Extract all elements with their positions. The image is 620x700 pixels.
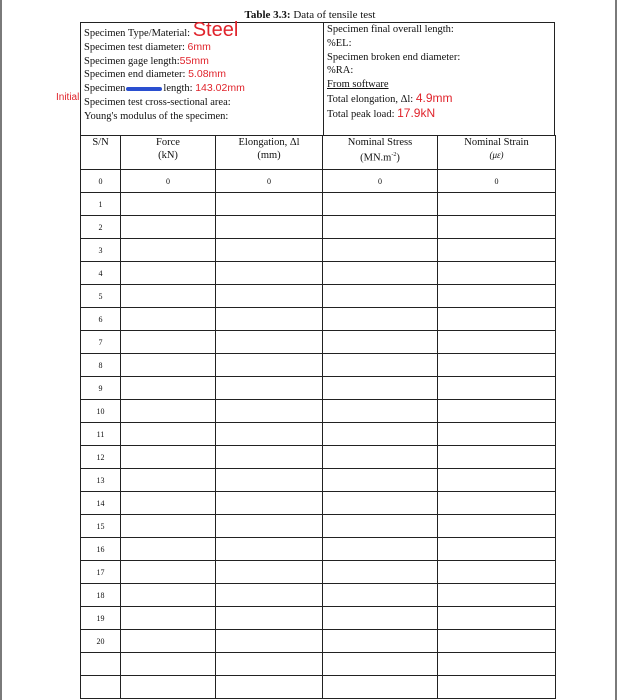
cell-stress [323, 515, 438, 538]
cell-sn: 17 [81, 561, 121, 584]
table-row [81, 331, 556, 354]
cell-strain [438, 676, 556, 699]
table-row [81, 607, 556, 630]
table-row [81, 653, 556, 676]
cell-elongation [216, 377, 323, 400]
table-row [81, 446, 556, 469]
cell-sn: 16 [81, 538, 121, 561]
cell-stress [323, 354, 438, 377]
tensile-data-table [80, 135, 556, 699]
cell-sn: 18 [81, 584, 121, 607]
cell-force [121, 607, 216, 630]
end-diameter-label: Specimen end diameter: [84, 69, 186, 81]
cell-force [121, 423, 216, 446]
cell-strain [438, 584, 556, 607]
table-row [81, 308, 556, 331]
elongation-label: Total elongation, Δl: [327, 93, 414, 105]
specimen-info-left [84, 19, 324, 136]
cell-stress: 0 [323, 170, 438, 193]
header-sn: S/N [81, 136, 121, 170]
cell-force [121, 584, 216, 607]
table-row [81, 515, 556, 538]
cell-elongation [216, 446, 323, 469]
type-line [84, 19, 324, 41]
table-row [81, 469, 556, 492]
table-row [81, 538, 556, 561]
table-row [81, 377, 556, 400]
cell-force [121, 538, 216, 561]
cell-force [121, 377, 216, 400]
cell-stress [323, 676, 438, 699]
final-length-label: Specimen final overall length: [327, 24, 454, 35]
cell-sn: 10 [81, 400, 121, 423]
cell-force: 0 [121, 170, 216, 193]
broken-diameter-label: Specimen broken end diameter: [327, 51, 461, 63]
table-row [81, 170, 556, 193]
cell-sn: 0 [81, 170, 121, 193]
page-left-border [0, 0, 2, 700]
table-caption: Data of tensile test [290, 9, 376, 21]
cell-strain: 0 [438, 170, 556, 193]
cell-force [121, 492, 216, 515]
cell-strain [438, 653, 556, 676]
cell-force [121, 446, 216, 469]
cell-elongation [216, 193, 323, 216]
table-row [81, 584, 556, 607]
header-stress: Nominal Stress $(MN.m^{-2})$ [323, 136, 438, 170]
cell-stress [323, 216, 438, 239]
specimen-info-right [327, 23, 552, 136]
table-title [0, 9, 620, 21]
cell-sn: 2 [81, 216, 121, 239]
diameter-value: 6mm [187, 40, 211, 53]
peak-load-line [327, 107, 552, 122]
cell-sn: 19 [81, 607, 121, 630]
type-label: Specimen Type/Material: [84, 28, 191, 39]
header-elongation: Elongation, Δl (mm) [216, 136, 323, 170]
cell-strain [438, 239, 556, 262]
cell-elongation [216, 354, 323, 377]
cell-strain [438, 538, 556, 561]
cell-strain [438, 446, 556, 469]
cell-strain [438, 630, 556, 653]
ra-label: %RA: [327, 65, 354, 77]
software-label: From software [327, 79, 389, 91]
type-value: Steel [192, 19, 239, 41]
table-row [81, 262, 556, 285]
cell-strain [438, 308, 556, 331]
cell-force [121, 561, 216, 584]
cell-sn: 13 [81, 469, 121, 492]
cell-sn: 1 [81, 193, 121, 216]
cell-sn: 15 [81, 515, 121, 538]
cell-elongation [216, 676, 323, 699]
diameter-label: Specimen test diameter: [84, 41, 185, 53]
cell-strain [438, 469, 556, 492]
youngs-line [84, 110, 324, 124]
cell-stress [323, 469, 438, 492]
cell-stress [323, 561, 438, 584]
table-number: Table 3.3: [244, 9, 291, 21]
el-label: %EL: [327, 37, 352, 49]
cell-sn [81, 676, 121, 699]
cell-elongation [216, 400, 323, 423]
table-row [81, 354, 556, 377]
cell-stress [323, 607, 438, 630]
cell-strain [438, 400, 556, 423]
cell-force [121, 400, 216, 423]
end-diameter-line [84, 68, 324, 82]
cell-strain [438, 285, 556, 308]
gage-value: 55mm [179, 54, 209, 67]
cell-stress [323, 446, 438, 469]
table-row [81, 630, 556, 653]
cell-sn: 11 [81, 423, 121, 446]
cell-stress [323, 400, 438, 423]
length-label-start: Specimen [84, 83, 126, 95]
table-row [81, 492, 556, 515]
cell-strain [438, 515, 556, 538]
cell-sn: 14 [81, 492, 121, 515]
cell-strain [438, 216, 556, 239]
table-row [81, 561, 556, 584]
elongation-line [327, 92, 552, 107]
youngs-label: Young's modulus of the specimen: [84, 110, 229, 122]
table-row [81, 676, 556, 699]
cell-sn: 5 [81, 285, 121, 308]
cell-stress [323, 308, 438, 331]
cell-sn: 9 [81, 377, 121, 400]
cell-force [121, 285, 216, 308]
cell-elongation [216, 607, 323, 630]
header-strain: Nominal Strain (με) [438, 136, 556, 170]
cell-force [121, 469, 216, 492]
cell-elongation [216, 239, 323, 262]
cell-force [121, 653, 216, 676]
peak-load-label: Total peak load: [327, 108, 395, 120]
table-row [81, 239, 556, 262]
scribble-strikeout [126, 87, 162, 91]
cell-stress [323, 331, 438, 354]
cell-elongation: 0 [216, 170, 323, 193]
cell-stress [323, 262, 438, 285]
gage-label: Specimen gage length: [84, 55, 180, 67]
table-row [81, 423, 556, 446]
header-force: Force (kN) [121, 136, 216, 170]
cell-force [121, 216, 216, 239]
cell-sn: 6 [81, 308, 121, 331]
length-line [84, 82, 324, 96]
cell-elongation [216, 492, 323, 515]
table-row [81, 285, 556, 308]
cell-stress [323, 584, 438, 607]
cell-sn [81, 653, 121, 676]
cell-elongation [216, 308, 323, 331]
length-value: 143.02mm [195, 82, 245, 95]
cell-strain [438, 607, 556, 630]
cell-sn: 20 [81, 630, 121, 653]
cell-elongation [216, 538, 323, 561]
cell-force [121, 515, 216, 538]
cell-elongation [216, 515, 323, 538]
length-label-end: length: [163, 83, 193, 95]
table-header-row [81, 136, 556, 170]
cell-stress [323, 423, 438, 446]
cell-elongation [216, 331, 323, 354]
cell-strain [438, 262, 556, 285]
initial-annotation: Initial [56, 92, 80, 103]
cell-elongation [216, 584, 323, 607]
cell-stress [323, 653, 438, 676]
cell-force [121, 308, 216, 331]
cell-sn: 8 [81, 354, 121, 377]
cell-stress [323, 377, 438, 400]
cell-stress [323, 193, 438, 216]
cell-stress [323, 630, 438, 653]
cell-force [121, 262, 216, 285]
cell-elongation [216, 216, 323, 239]
cell-sn: 3 [81, 239, 121, 262]
gage-line [84, 55, 324, 69]
elongation-value: 4.9mm [415, 90, 453, 105]
cell-stress [323, 285, 438, 308]
cell-force [121, 331, 216, 354]
cell-force [121, 676, 216, 699]
cell-elongation [216, 285, 323, 308]
peak-load-value: 17.9kN [397, 105, 436, 120]
cell-elongation [216, 423, 323, 446]
cell-sn: 12 [81, 446, 121, 469]
cell-strain [438, 331, 556, 354]
cell-elongation [216, 653, 323, 676]
table-row [81, 193, 556, 216]
page-right-border [615, 0, 617, 700]
area-label: Specimen test cross-sectional area: [84, 96, 231, 108]
cell-strain [438, 492, 556, 515]
cell-strain [438, 193, 556, 216]
diameter-line [84, 41, 324, 55]
cell-force [121, 630, 216, 653]
cell-elongation [216, 262, 323, 285]
table-row [81, 400, 556, 423]
cell-sn: 7 [81, 331, 121, 354]
cell-sn: 4 [81, 262, 121, 285]
cell-strain [438, 354, 556, 377]
cell-stress [323, 239, 438, 262]
cell-strain [438, 377, 556, 400]
area-line [84, 96, 324, 110]
specimen-info-block [80, 19, 555, 135]
cell-strain [438, 561, 556, 584]
cell-elongation [216, 630, 323, 653]
cell-force [121, 239, 216, 262]
table-row [81, 216, 556, 239]
cell-stress [323, 538, 438, 561]
cell-elongation [216, 561, 323, 584]
cell-strain [438, 423, 556, 446]
end-diameter-value: 5.08mm [188, 68, 227, 81]
cell-force [121, 193, 216, 216]
cell-force [121, 354, 216, 377]
cell-elongation [216, 469, 323, 492]
cell-stress [323, 492, 438, 515]
